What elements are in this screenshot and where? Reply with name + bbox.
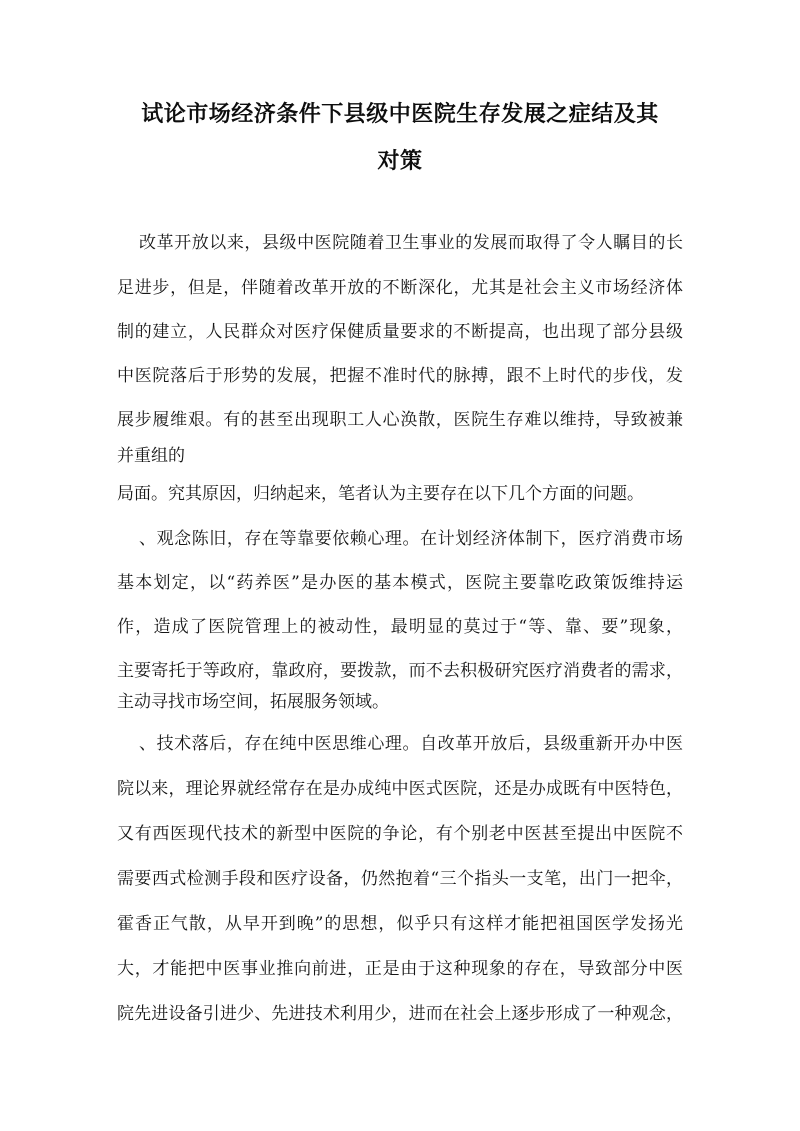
paragraph-line: 又有西医现代技术的新型中医院的争论，有个别老中医甚至提出中医院不: [117, 824, 683, 844]
paragraph-line: 霍香正气散，从早开到晚”的思想，似乎只有这样才能把祖国医学发扬光: [117, 914, 683, 934]
paragraph-line: 作，造成了医院管理上的被动性，最明显的莫过于“等、靠、要”现象，: [117, 617, 683, 637]
paragraph-line: 局面。究其原因，归纳起来，笔者认为主要存在以下几个方面的问题。: [117, 484, 644, 504]
paragraph-line: 基本划定，以“药养医”是办医的基本模式，医院主要靠吃政策饭维持运: [117, 573, 683, 593]
paragraph-line: 、技术落后，存在纯中医思维心理。自改革开放后，县级重新开办中医: [139, 734, 683, 754]
paragraph-line: 制的建立，人民群众对医疗保健质量要求的不断提高，也出现了部分县级: [117, 322, 683, 342]
paragraph-line: 主要寄托于等政府，靠政府，要拨款，而不去积极研究医疗消费者的需求，: [117, 661, 683, 681]
paragraph-line: 院以来，理论界就经常存在是办成纯中医式医院，还是办成既有中医特色，: [117, 779, 683, 799]
paragraph-line: 足进步，但是，伴随着改革开放的不断深化，尤其是社会主义市场经济体: [117, 278, 683, 298]
paragraph-line: 大，才能把中医事业推向前进，正是由于这种现象的存在，导致部分中医: [117, 959, 683, 979]
paragraph-line: 并重组的: [117, 446, 185, 466]
paragraph-line: 中医院落后于形势的发展，把握不准时代的脉搏，跟不上时代的步伐，发: [117, 366, 683, 386]
document-title-line-1: 试论市场经济条件下县级中医院生存发展之症结及其: [141, 101, 659, 127]
paragraph-line: 需要西式检测手段和医疗设备，仍然抱着“三个指头一支笔，出门一把伞，: [117, 869, 683, 889]
paragraph-line: 展步履维艰。有的甚至出现职工人心涣散，医院生存难以维持，导致被兼: [117, 410, 683, 430]
document-title-line-2: 对策: [377, 148, 423, 174]
paragraph-line: 改革开放以来，县级中医院随着卫生事业的发展而取得了令人瞩目的长: [139, 233, 683, 253]
paragraph-line: 主动寻找市场空间，拓展服务领域。: [117, 692, 389, 712]
paragraph-line: 、观念陈旧，存在等靠要依赖心理。在计划经济体制下，医疗消费市场: [139, 529, 683, 549]
paragraph-line: 院先进设备引进少、先进技术利用少，进而在社会上逐步形成了一种观念，: [117, 1004, 683, 1024]
